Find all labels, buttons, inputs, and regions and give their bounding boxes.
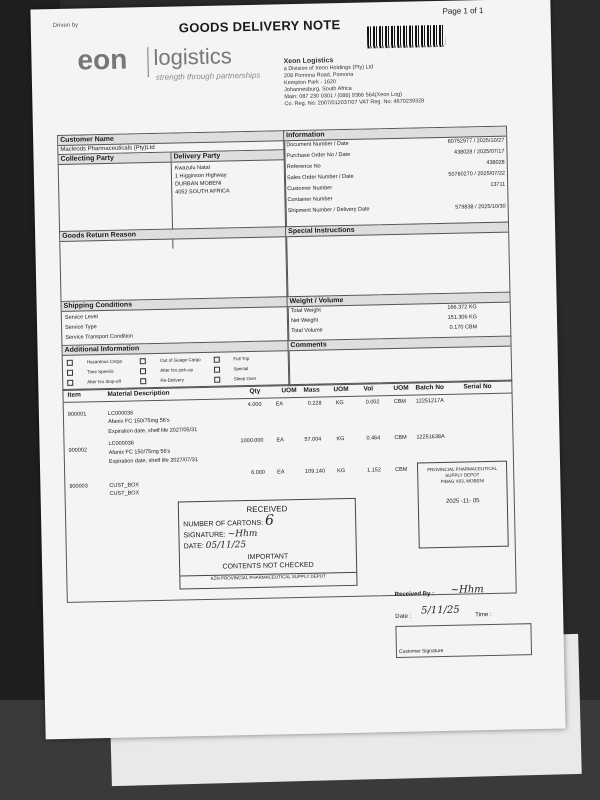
info-value: 438028 / 2025/07/17 xyxy=(453,148,505,156)
item-vol: 1.152 xyxy=(367,467,381,474)
item-mass-uom: KG xyxy=(336,436,345,443)
receipt-time-label: Time : xyxy=(475,611,492,619)
col-serial: Serial No xyxy=(463,382,492,391)
delivery-note-page xyxy=(30,0,565,739)
customer-header: Customer Name xyxy=(58,131,284,146)
barcode-icon xyxy=(367,25,445,49)
info-value: 579838 / 2025/10/30 xyxy=(455,203,506,211)
item-uom: EA xyxy=(275,401,284,408)
page-number: Page 1 of 1 xyxy=(442,6,484,16)
item-vol: 0.002 xyxy=(365,399,380,406)
checkbox[interactable] xyxy=(213,366,219,372)
net-weight-value: 151.306 KG xyxy=(447,314,478,321)
checkbox[interactable] xyxy=(140,378,146,384)
col-uom: UOM xyxy=(393,384,409,393)
info-value: 438028 xyxy=(486,159,505,167)
information-box xyxy=(283,126,509,229)
information-header: Information xyxy=(284,127,506,142)
special-instructions-box xyxy=(285,222,510,299)
option-label: Hazardous Cargo xyxy=(86,358,123,365)
item-uom: EA xyxy=(276,437,284,444)
item-code: CUST_BOX xyxy=(109,482,140,489)
option-label: After hrs drop-off xyxy=(87,378,121,385)
info-label: Customer Number xyxy=(287,185,333,193)
cartons-label: NUMBER OF CARTONS: xyxy=(183,519,264,529)
page-title: GOODS DELIVERY NOTE xyxy=(178,17,341,36)
logo-logistics: logistics xyxy=(153,43,232,70)
not-checked-label: CONTENTS NOT CHECKED xyxy=(222,561,314,571)
weight-header: Weight / Volume xyxy=(287,293,509,308)
item-code: LC000036 xyxy=(107,410,134,417)
small-tag: Driven by xyxy=(52,22,79,30)
item-qty: 6.000 xyxy=(251,469,265,477)
receipt-date-label: Date : xyxy=(395,613,412,621)
col-batch: Batch No xyxy=(415,383,445,392)
service-type-label: Service Type xyxy=(65,324,97,331)
info-label: Shipment Number / Delivery Date xyxy=(287,206,370,215)
depot-stamp xyxy=(417,461,509,549)
item-number: 900001 xyxy=(67,411,87,418)
info-value: 13711 xyxy=(490,181,506,188)
depot-line: SUPPLY DEPOT xyxy=(445,472,480,478)
option-label: After hrs pick-up xyxy=(160,367,194,373)
item-number: 900002 xyxy=(68,447,88,454)
service-level-label: Service Level xyxy=(64,314,98,321)
info-label: Container Number xyxy=(287,196,333,204)
option-label: Time Specific xyxy=(86,368,114,375)
customer-box xyxy=(57,130,287,233)
delivery-line: DURBAN MOBENI xyxy=(175,180,222,188)
col-vol: Vol xyxy=(363,385,374,393)
company-line: Main: 087 230 0301 / (086) 9366 564(Xeon Log) xyxy=(284,91,403,101)
total-weight-label: Total Weight xyxy=(290,307,322,315)
company-line: a Division of Xeon Holdings (Pty) Ltd xyxy=(283,64,374,73)
item-qty: 4.000 xyxy=(247,401,262,409)
additional-info-header: Additional Information xyxy=(62,341,288,356)
logo-tagline: strength through partnerships xyxy=(155,70,261,82)
item-description: CUST_BOX xyxy=(109,490,140,497)
goods-return-box xyxy=(59,226,288,303)
delivery-line: 4052 SOUTH AFRICA xyxy=(175,188,230,196)
item-mass: 0.228 xyxy=(307,400,322,407)
signature-label: SIGNATURE: xyxy=(183,531,226,540)
item-vol-uom: CBM xyxy=(395,466,408,473)
info-label: Reference No xyxy=(286,163,321,171)
shipping-header: Shipping Conditions xyxy=(62,297,288,312)
logo-divider xyxy=(147,47,149,77)
important-label: IMPORTANT xyxy=(247,553,289,562)
shipping-fields xyxy=(62,307,289,344)
item-qty: 1000.000 xyxy=(240,437,264,445)
info-label: Sales Order Number / Date xyxy=(286,173,354,182)
delivery-address xyxy=(172,160,286,198)
info-value: 50760270 / 2025/07/22 xyxy=(448,170,506,178)
received-by-label: Received By : xyxy=(394,591,435,599)
item-batch: 12251217A xyxy=(415,397,444,405)
col-uom: UOM xyxy=(333,385,349,394)
col-description: Material Description xyxy=(107,389,170,398)
service-transport-label: Service Transport Condition xyxy=(65,333,134,341)
item-expiry: Expiration date, shelf life 2027/05/31 xyxy=(108,427,198,435)
comments-box xyxy=(287,336,512,387)
checkbox[interactable] xyxy=(140,368,146,374)
checkbox[interactable] xyxy=(67,370,73,376)
received-by-signature: ~Hhm xyxy=(450,584,484,596)
total-weight-value: 166.372 KG xyxy=(447,304,477,311)
item-description: Afanix FC 150/75mg 56's xyxy=(108,448,171,456)
comments-header: Comments xyxy=(288,337,510,352)
additional-info-box xyxy=(61,340,290,391)
items-table xyxy=(62,380,516,603)
signature-scribble: ~Hhm xyxy=(227,528,258,540)
item-mass-uom: KG xyxy=(337,468,346,475)
stamp-footer: KZN PROVINCIAL PHARMACEUTICAL SUPPLY DEPOT xyxy=(180,572,356,582)
col-item: Item xyxy=(67,391,81,399)
col-mass: Mass xyxy=(303,386,320,394)
col-uom: UOM xyxy=(281,387,297,395)
weight-box xyxy=(286,292,511,343)
company-name: Xeon Logistics xyxy=(283,57,334,66)
item-vol: 0.464 xyxy=(366,435,381,442)
logo-eon: eon xyxy=(77,43,128,76)
received-fields xyxy=(179,512,356,555)
company-line: 208 Pomona Road, Pomona xyxy=(283,71,354,80)
delivery-line: Kwazulu Natal xyxy=(174,164,211,172)
stamp-date-value: 05/11/25 xyxy=(205,540,247,551)
checkbox[interactable] xyxy=(213,356,219,362)
receipt-date-value: 5/11/25 xyxy=(420,604,460,617)
checkbox[interactable] xyxy=(67,360,73,366)
stamp-important xyxy=(180,551,356,573)
option-label: Full Trip xyxy=(233,356,250,362)
item-expiry: Expiration date, shelf life 2027/07/31 xyxy=(108,457,198,465)
shipping-box xyxy=(61,296,290,347)
item-uom: EA xyxy=(277,469,285,476)
goods-return-header: Goods Return Reason xyxy=(60,227,286,242)
date-label: DATE: xyxy=(183,543,204,551)
item-vol-uom: CBM xyxy=(394,434,407,441)
depot-line: P/BAG X03, MOBENI xyxy=(440,478,485,485)
option-label: Out of Guage Cargo xyxy=(160,357,201,363)
company-line: Co. Reg. No: 2007/012037/07 VAT Reg. No: 4670239328 xyxy=(284,98,425,108)
checkbox[interactable] xyxy=(140,358,146,364)
special-instructions-header: Special Instructions xyxy=(286,223,508,238)
checkbox[interactable] xyxy=(214,376,220,382)
net-weight-label: Net Weight xyxy=(290,317,319,325)
delivery-line: 1 Higginson Highway xyxy=(174,172,227,180)
item-batch: 12251638A xyxy=(416,433,445,441)
depot-line: PROVINCIAL PHARMACEUTICAL xyxy=(427,465,498,473)
option-label: Special xyxy=(233,366,249,372)
item-number: 900003 xyxy=(69,483,88,490)
info-label: Purchase Order No / Date xyxy=(286,151,351,160)
total-volume-label: Total Volume xyxy=(291,327,323,335)
item-mass: 57.004 xyxy=(304,436,322,443)
total-volume-value: 0.170 CBM xyxy=(449,324,478,331)
info-label: Document Number / Date xyxy=(286,140,349,149)
collecting-party-header: Collecting Party xyxy=(58,153,170,165)
customer-signature-label: Customer Signature xyxy=(398,648,444,655)
item-description: Afanix FC 150/75mg 56's xyxy=(108,417,170,425)
item-code: LC000036 xyxy=(108,440,134,447)
delivery-party-header: Delivery Party xyxy=(171,150,284,162)
option-label: Sleep Over xyxy=(233,375,257,382)
item-vol-uom: CBM xyxy=(393,398,407,406)
option-label: Re-Delivery xyxy=(160,377,185,383)
company-line: Kempton Park - 1620 xyxy=(283,79,337,87)
checkbox[interactable] xyxy=(67,380,73,386)
item-mass-uom: KG xyxy=(335,400,344,407)
depot-date: 2025 -11- 05 xyxy=(445,498,480,505)
info-value: 60752977 / 2025/10/27 xyxy=(447,137,505,145)
cartons-value: 6 xyxy=(264,512,275,529)
company-address xyxy=(283,54,484,108)
company-line: Johannesburg, South Africa xyxy=(284,85,352,94)
col-qty: Qty xyxy=(249,387,261,396)
customer-name: Macleods Pharmaceuticals (Pty)Ltd xyxy=(58,141,284,155)
item-mass: 109.140 xyxy=(305,468,326,475)
customer-signature-box xyxy=(395,623,532,658)
received-stamp xyxy=(178,498,358,590)
received-title: RECEIVED xyxy=(246,504,288,515)
